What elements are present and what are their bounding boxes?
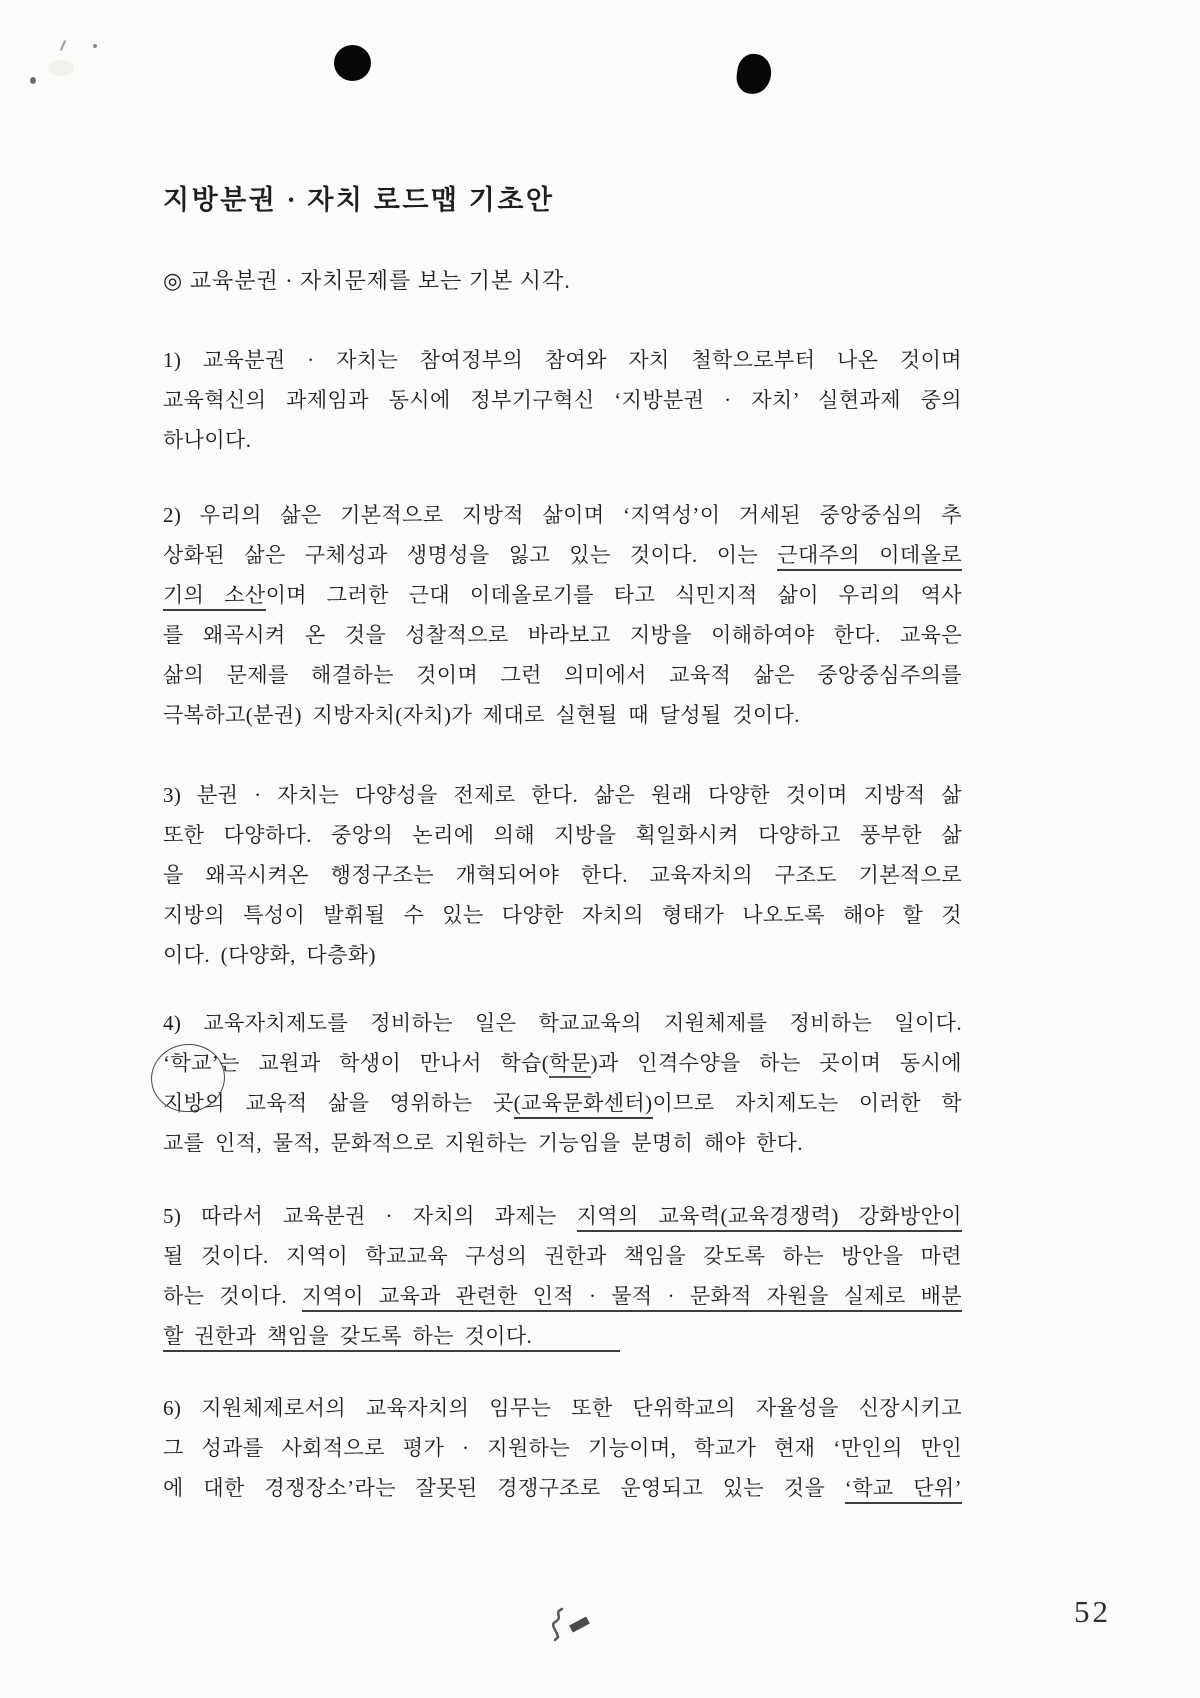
pencil-mark-icon: [30, 77, 36, 84]
paragraph-line: [163, 1196, 962, 1236]
paragraph-line: [163, 1428, 962, 1468]
paragraph-line: [163, 1388, 962, 1428]
paragraph-line: [163, 1468, 962, 1508]
underlined-text: 기의 소산: [163, 583, 266, 611]
text-segment: 를 왜곡시켜 온 것을 성찰적으로 바라보고 지방을 이해하여야 한다. 교육은: [163, 623, 962, 647]
text-segment: 상화된 삶은 구체성과 생명성을 잃고 있는 것이다. 이는: [163, 543, 778, 567]
underlined-text: (교육문화센터): [514, 1091, 653, 1119]
circled-text: ‘학교’: [163, 1051, 220, 1075]
paragraph-line: [163, 815, 962, 855]
paragraph-4: [163, 1003, 962, 1163]
text-segment: 하나이다.: [163, 428, 252, 452]
document-title: 지방분권 · 자치 로드맵 기초안: [163, 185, 555, 215]
page-number: 52: [1074, 1594, 1111, 1629]
text-segment: 교육혁신의 과제임과 동시에 정부기구혁신 ‘지방분권 · 자치’ 실현과제 중의: [163, 388, 962, 412]
text-segment: 또한 다양하다. 중앙의 논리에 의해 지방을 획일화시켜 다양하고 풍부한 삶: [163, 823, 962, 847]
paragraph-line: [163, 895, 962, 935]
paragraph-line: [163, 420, 962, 460]
paragraph-1: [163, 340, 962, 460]
text-segment: 5) 따라서 교육분권 · 자치의 과제는: [163, 1204, 577, 1228]
text-segment: 을 왜곡시켜온 행정구조는 개혁되어야 한다. 교육자치의 구조도 기본적으로: [163, 863, 962, 887]
paragraph-line: [163, 935, 962, 975]
text-segment: 이며 그러한 근대 이데올로기를 타고 식민지적 삶이 우리의 역사: [265, 583, 962, 607]
text-segment: 는 교원과 학생이 만나서 학습(: [219, 1051, 550, 1075]
pencil-smudge-icon: [48, 60, 74, 76]
text-segment: )과 인격수양을 하는 곳이며 동시에: [590, 1051, 962, 1075]
punch-hole-right-icon: [735, 52, 774, 96]
text-segment: 극복하고(분권) 지방자치(자치)가 제대로 실현될 때 달성될 것이다.: [163, 703, 800, 727]
underlined-text: 근대주의 이데올로: [777, 543, 962, 571]
paragraph-line: [163, 1123, 962, 1163]
text-segment: 1) 교육분권 · 자치는 참여정부의 참여와 자치 철학으로부터 나온 것이며: [163, 348, 962, 372]
punch-hole-left-icon: [334, 45, 371, 81]
paragraph-line: [163, 1316, 962, 1356]
paragraph-line: [163, 380, 962, 420]
text-segment: 이므로 자치제도는 이러한 학: [652, 1091, 962, 1115]
paragraph-line: [163, 615, 962, 655]
text-segment: 교를 인적, 물적, 문화적으로 지원하는 기능임을 분명히 해야 한다.: [163, 1131, 803, 1155]
paragraph-line: [163, 855, 962, 895]
paragraph-6: [163, 1388, 962, 1508]
underlined-text: 지역이 교육과 관련한 인적 · 물적 · 문화적 자원을 실제로 배분: [302, 1284, 962, 1312]
paragraph-line: [163, 1003, 962, 1043]
text-segment: 3) 분권 · 자치는 다양성을 전제로 한다. 삶은 원래 다양한 것이며 지방적 삶: [163, 783, 962, 807]
underlined-text: ‘학교 단위’: [845, 1476, 962, 1504]
pencil-mark-icon: [60, 40, 66, 51]
section-heading: ◎ 교육분권 · 자치문제를 보는 기본 시각.: [163, 268, 571, 293]
paragraph-line: [163, 695, 962, 735]
text-segment: 2) 우리의 삶은 기본적으로 지방적 삶이며 ‘지역성’이 거세된 중앙중심의 추: [163, 503, 962, 527]
text-segment: 그 성과를 사회적으로 평가 · 지원하는 기능이며, 학교가 현재 ‘만인의 만인: [163, 1436, 962, 1460]
paragraph-3: [163, 775, 962, 975]
text-segment: 4) 교육자치제도를 정비하는 일은 학교교육의 지원체제를 정비하는 일이다.: [163, 1011, 962, 1035]
underlined-text: 할 권한과 책임을 갖도록 하는 것이다.: [163, 1324, 620, 1352]
paragraph-line: [163, 1083, 962, 1123]
text-segment: 에 대한 경쟁장소’라는 잘못된 경쟁구조로 운영되고 있는 것을: [163, 1476, 845, 1500]
handwritten-scribble-icon: [546, 1604, 608, 1651]
paragraph-line: [163, 1043, 962, 1083]
text-segment: 지방의 교육적 삶을 영위하는 곳: [163, 1091, 514, 1115]
text-segment: 삶의 문제를 해결하는 것이며 그런 의미에서 교육적 삶은 중앙중심주의를: [163, 663, 962, 687]
paragraph-line: [163, 340, 962, 380]
pencil-mark-icon: [93, 44, 97, 48]
underlined-text: 학문: [549, 1051, 590, 1078]
paragraph-5: [163, 1196, 962, 1356]
underlined-text: 지역의 교육력(교육경쟁력) 강화방안이: [577, 1204, 962, 1232]
paragraph-line: [163, 1276, 962, 1316]
text-segment: 6) 지원체제로서의 교육자치의 임무는 또한 단위학교의 자율성을 신장시키고: [163, 1396, 962, 1420]
paragraph-2: [163, 495, 962, 735]
text-segment: 될 것이다. 지역이 학교교육 구성의 권한과 책임을 갖도록 하는 방안을 마련: [163, 1244, 962, 1268]
paragraph-line: [163, 775, 962, 815]
paragraph-line: [163, 575, 962, 615]
paragraph-line: [163, 655, 962, 695]
paragraph-line: [163, 1236, 962, 1276]
paragraph-line: [163, 495, 962, 535]
text-segment: 하는 것이다.: [163, 1284, 302, 1308]
text-segment: 이다. (다양화, 다층화): [163, 943, 376, 967]
text-segment: 지방의 특성이 발휘될 수 있는 다양한 자치의 형태가 나오도록 해야 할 것: [163, 903, 962, 927]
paragraph-line: [163, 535, 962, 575]
